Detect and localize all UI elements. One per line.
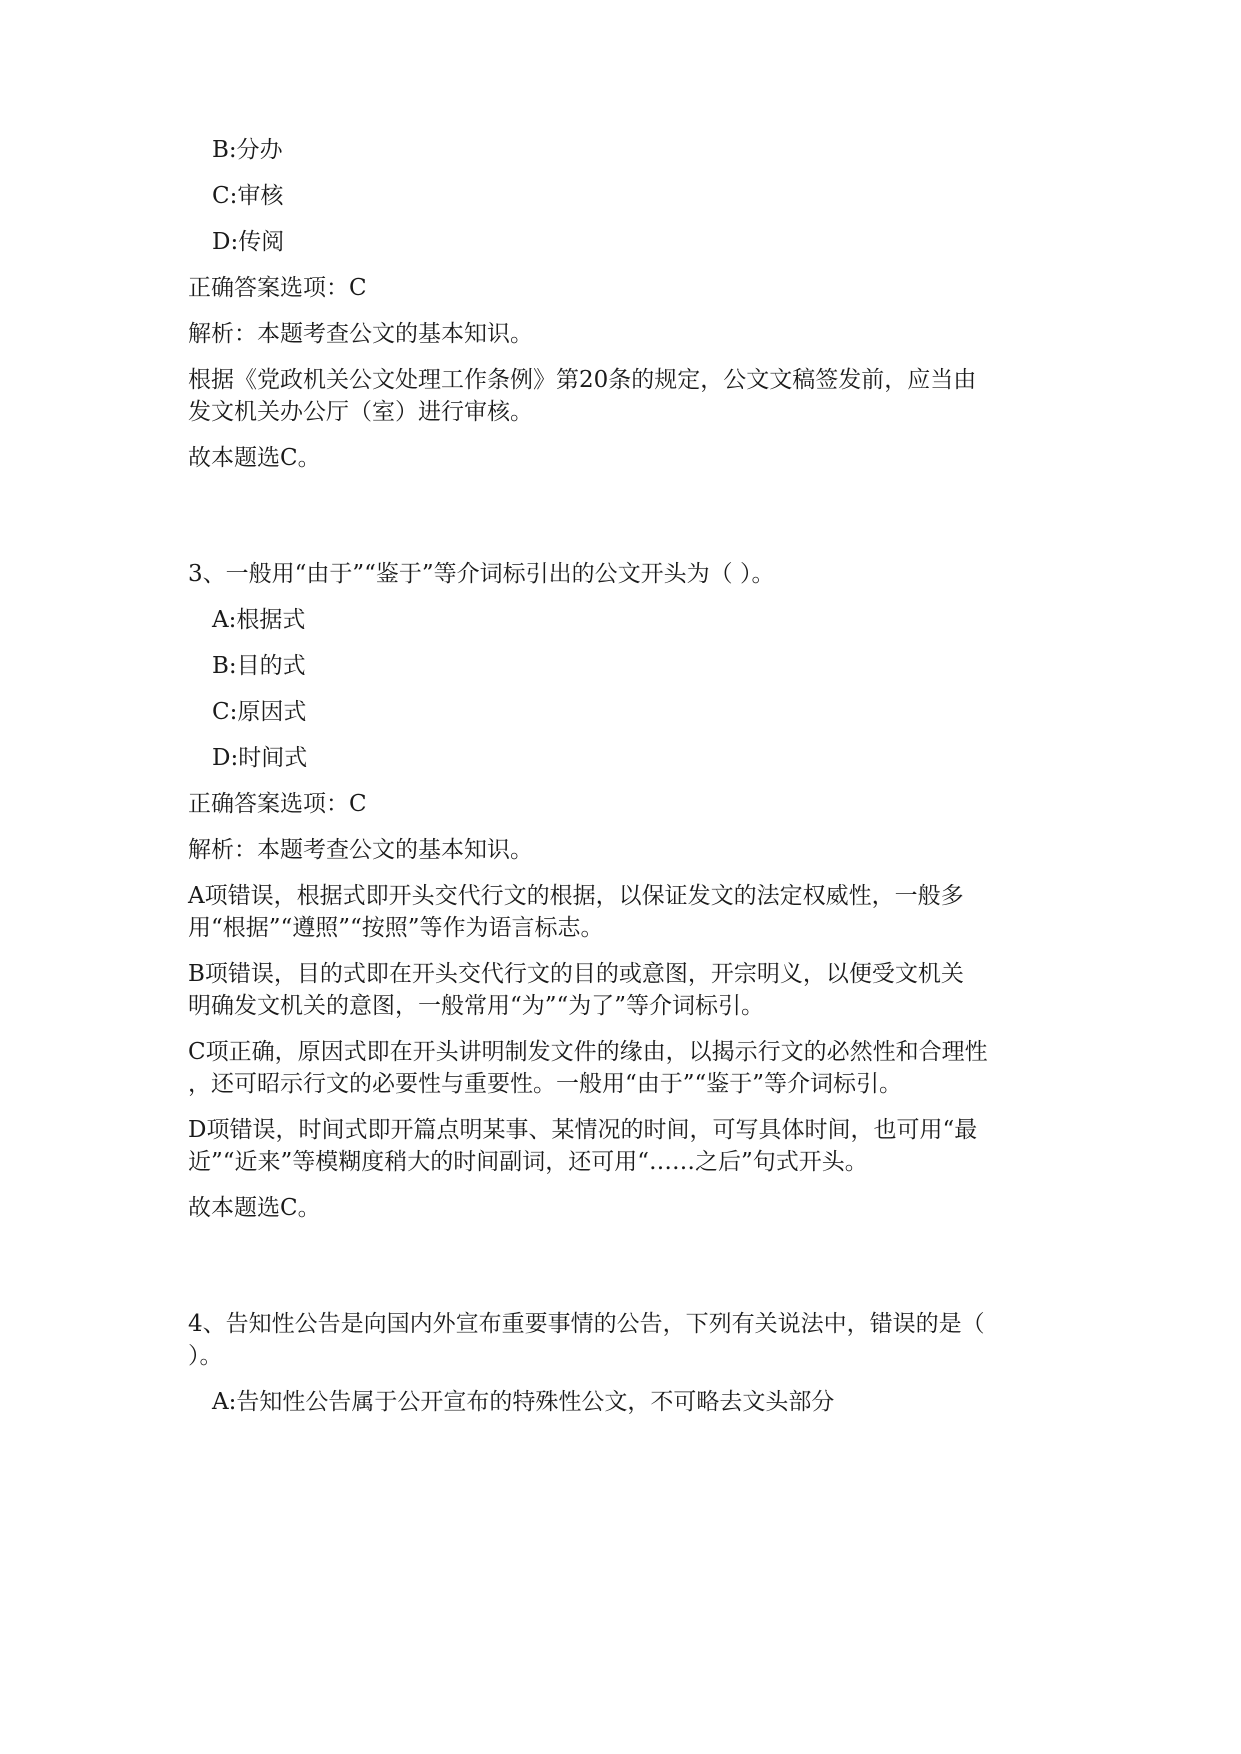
option-text: 传阅 [238,229,285,255]
q3-question: 3、一般用“由于”“鉴于”等介词标引出的公文开头为（ ）。 [188,561,775,587]
q2-option-c [212,179,1082,213]
q3-option-d [212,741,1082,775]
option-text: 目的式 [236,653,306,679]
option-letter: D: [212,229,239,255]
option-letter: D: [212,745,239,771]
q3-option-b [212,649,1082,683]
q2-answer: 正确答案选项：C [188,275,367,301]
q4-option-a [212,1385,1082,1419]
q2-option-b [212,133,1082,167]
q3-explanation-b-line2: 明确发文机关的意图，一般常用“为”“为了”等介词标引。 [188,993,765,1019]
option-text: 告知性公告属于公开宣布的特殊性公文，不可略去文头部分 [236,1389,835,1415]
q3-explanation-a-line2: 用“根据”“遵照”“按照”等作为语言标志。 [188,915,604,941]
option-text: 原因式 [237,699,307,725]
q2-option-d [212,225,1082,259]
option-text: 分办 [236,137,283,163]
q3-explanation-a-line1: A项错误，根据式即开头交代行文的根据，以保证发文的法定权威性，一般多 [188,883,964,909]
option-letter: C: [212,183,238,209]
option-letter: C: [212,699,238,725]
q3-analysis-intro: 解析：本题考查公文的基本知识。 [188,837,533,863]
q3-explanation-b-line1: B项错误，目的式即在开头交代行文的目的或意图，开宗明义，以便受文机关 [188,961,964,987]
option-text: 审核 [237,183,284,209]
option-letter: B: [212,653,237,679]
q3-explanation-d-line2: 近”“近来”等模糊度稍大的时间副词，还可用“……之后”句式开头。 [188,1149,868,1175]
option-text: 时间式 [238,745,308,771]
q4-question-line1: 4、告知性公告是向国内外宣布重要事情的公告，下列有关说法中，错误的是（ [188,1311,985,1337]
q3-conclusion: 故本题选C。 [188,1195,321,1221]
q3-explanation-c-line2: ，还可昭示行文的必要性与重要性。一般用“由于”“鉴于”等介词标引。 [188,1071,903,1097]
q3-option-c [212,695,1082,729]
q3-answer: 正确答案选项：C [188,791,367,817]
option-letter: A: [212,607,237,633]
option-letter: B: [212,137,237,163]
q3-option-a [212,603,1082,637]
option-letter: A: [212,1389,237,1415]
q2-analysis-body-line2: 发文机关办公厅（室）进行审核。 [188,399,533,425]
q4-question-line2: ）。 [188,1343,223,1369]
q2-analysis-intro: 解析：本题考查公文的基本知识。 [188,321,533,347]
q2-conclusion: 故本题选C。 [188,445,321,471]
q2-analysis-body-line1: 根据《党政机关公文处理工作条例》第20条的规定，公文文稿签发前，应当由 [188,367,977,393]
q3-explanation-c-line1: C项正确，原因式即在开头讲明制发文件的缘由，以揭示行文的必然性和合理性 [188,1039,988,1065]
option-text: 根据式 [236,607,306,633]
q3-explanation-d-line1: D项错误，时间式即开篇点明某事、某情况的时间，可写具体时间，也可用“最 [188,1117,978,1143]
